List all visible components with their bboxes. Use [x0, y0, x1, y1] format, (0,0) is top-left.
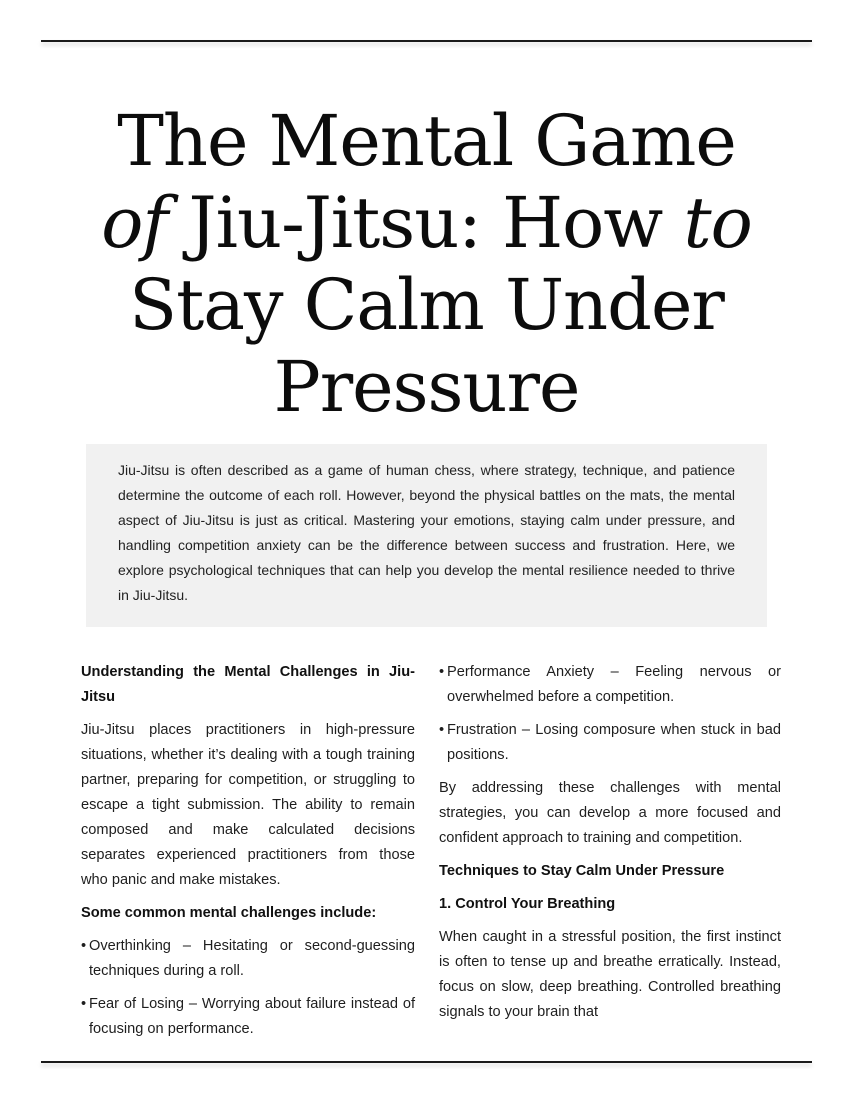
title-italic-to: to	[683, 182, 752, 264]
right-column	[439, 660, 781, 1033]
list-item	[439, 660, 781, 710]
article-title	[90, 100, 763, 428]
title-italic-of: of	[101, 182, 168, 264]
breathing-paragraph: When caught in a stressful position, the first instinct is often to tense up and breathe erratically. Instead, focus on slow, deep breathing. Controlled breathing signals to your brain that	[439, 929, 781, 1020]
challenges-list-left	[81, 934, 415, 1042]
common-challenges-subheading: Some common mental challenges include:	[81, 905, 377, 921]
subheading-control-breathing: 1. Control Your Breathing	[439, 896, 616, 912]
addressing-challenges-paragraph: By addressing these challenges with mental strategies, you can develop a more focused and confident approach to training and competition.	[439, 780, 781, 846]
section-heading-techniques: Techniques to Stay Calm Under Pressure	[439, 863, 725, 879]
list-item-text: Frustration – Losing composure when stuck in bad positions.	[447, 722, 781, 763]
list-item	[81, 934, 415, 984]
intro-box	[86, 444, 767, 627]
bullet-icon: •	[439, 722, 445, 738]
left-column	[81, 660, 415, 1050]
title-line-2-text: Jiu-Jitsu: How	[167, 182, 684, 264]
top-rule	[41, 40, 812, 42]
section-heading-mental-challenges: Understanding the Mental Challenges in Jiu-Jitsu	[81, 664, 415, 705]
list-item-text: Overthinking – Hesitating or second-guessing techniques during a roll.	[89, 938, 415, 979]
title-line-3: Stay Calm Under	[129, 264, 724, 346]
bottom-rule	[41, 1061, 812, 1063]
intro-text: Jiu-Jitsu is often described as a game of human chess, where strategy, technique, and patience determine the outcome of each roll. However, beyond the physical battles on the mats, the mental aspect of Jiu-Jitsu is just as critical. Mastering your emotions, staying calm under pressure, and handling competition anxiety can be the difference between success and frustration. Here, we explore psychological techniques that can help you develop the mental resilience needed to thrive in Jiu-Jitsu.	[118, 462, 735, 603]
challenges-list-right	[439, 660, 781, 768]
list-item-text: Performance Anxiety – Feeling nervous or overwhelmed before a competition.	[447, 664, 781, 705]
bullet-icon: •	[81, 938, 87, 954]
list-item-text: Fear of Losing – Worrying about failure instead of focusing on performance.	[89, 996, 415, 1037]
bullet-icon: •	[439, 664, 445, 680]
bullet-icon: •	[81, 996, 87, 1012]
title-line-4: Pressure	[273, 346, 580, 428]
mental-challenges-paragraph: Jiu-Jitsu places practitioners in high-pressure situations, whether it’s dealing with a tough training partner, preparing for competition, or struggling to escape a tight submission. The ability to remain composed and make calculated decisions separates experienced practitioners from those who panic and make mistakes.	[81, 722, 415, 888]
list-item	[81, 992, 415, 1042]
title-line-1: The Mental Game	[117, 100, 736, 182]
title-line-2	[90, 182, 763, 264]
list-item	[439, 718, 781, 768]
